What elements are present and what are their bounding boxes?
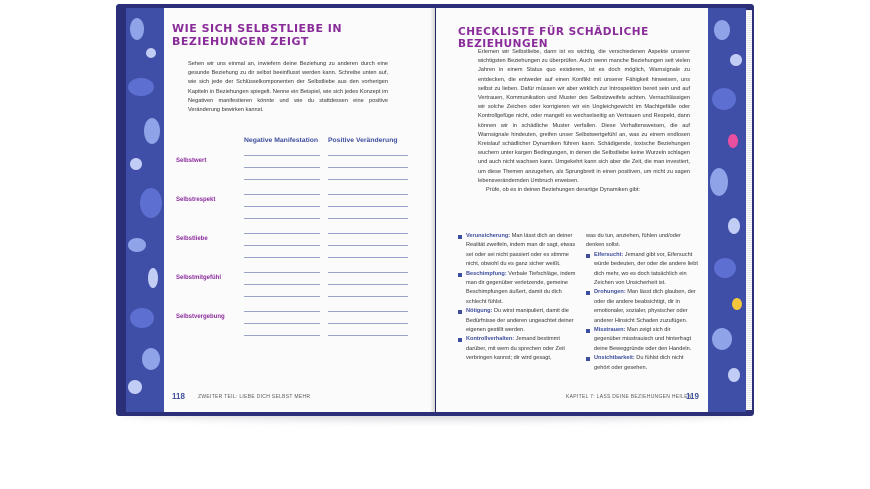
list-item: Kontrollverhalten: Jemand bestimmt darüber, mit wem du sprechen oder Zeit verbringen kannst; dir wird gesagt, bbox=[458, 335, 576, 363]
row-label-selbstwert: Selbstwert bbox=[176, 158, 207, 164]
footer-left: ZWEITER TEIL: LIEBE DICH SELBST MEHR bbox=[198, 394, 311, 400]
left-page bbox=[126, 8, 435, 412]
right-page bbox=[436, 8, 746, 412]
list-item: Drohungen: Man lässt dich glauben, der oder die andere beabsichtigt, dir in emotionaler, sozialer, physischer oder anderer Hinsicht Schaden zuzufügen. bbox=[586, 288, 698, 326]
list-item: Nötigung: Du wirst manipuliert, damit die Bedürfnisse der anderen ungeachtet deiner eigenen gestillt werden. bbox=[458, 307, 576, 335]
list-item: Unsichtbarkeit: Du fühlst dich nicht gehört oder gesehen. bbox=[586, 354, 698, 373]
row-label-selbstliebe: Selbstliebe bbox=[176, 236, 208, 242]
list-item: Beschimpfung: Verbale Tiefschläge, indem man dir gegenüber verletzende, gemeine Beschimpfungen äußert, damit du dich schlecht fühlst. bbox=[458, 270, 576, 308]
page-stack-edge bbox=[746, 10, 752, 410]
list-item: Eifersucht: Jemand gibt vor, Eifersucht würde bedeuten, der oder die andere liebt dich mehr, wo es doch tatsächlich ein Zeichen von Unsicherheit ist. bbox=[586, 251, 698, 289]
column-header-positive: Positive Veränderung bbox=[328, 137, 398, 144]
list-item: was du tun, anziehen, fühlen und/oder denken sollst. bbox=[586, 233, 681, 249]
row-label-selbstrespekt: Selbstrespekt bbox=[176, 197, 216, 203]
row-label-selbstvergebung: Selbstvergebung bbox=[176, 314, 225, 320]
decorative-strip-right bbox=[708, 8, 746, 412]
page-number-right: 119 bbox=[686, 392, 699, 401]
page-heading: WIE SICH SELBSTLIEBE IN BEZIEHUNGEN ZEIGT bbox=[172, 22, 343, 48]
column-header-negative: Negative Manifestation bbox=[244, 137, 319, 144]
decorative-strip-left bbox=[126, 8, 164, 412]
list-item: Verunsicherung: Man lässt dich an deiner Realität zweifeln, indem man dir sagt, etwas sei oder sei nicht passiert oder es stimme nicht, obwohl du es ganz sicher weißt. bbox=[458, 232, 576, 270]
body-text: Erlernen wir Selbstliebe, dann ist es wichtig, die verschiedenen Aspekte unserer wichtigsten Beziehungen zu überprüfen. Auch wenn manche Beziehungen seit vielen Jahren in einem Status quo existieren, ist es doch möglich, Warnsignale zu entdecken, die entweder auf einen Konflikt mit unserer Fähigkeit hinweisen, uns selbst zu lieben. Dafür müssen wir aber wirklich zur Introspektion bereit sein und auf Vertrauen, Kommunikation und Muster des Selbstzweifels achten. Vernachlässigen wir solche Zeichen oder korrigieren wir ein Ungleichgewicht im Machtgefälle oder Kontrollgefüge nicht, oder mangelt es wechselseitig an Vertrauen und Respekt, dann können wir in schädliche Muster verfallen. Diese Verhaltensweisen, die auf Warnsignale hindeuten, greifen unser Selbstwertgefühl an, was zu einem endlosen Kreislauf schädlicher Dynamiken führen kann. Schädigende, toxische Beziehungen wuchern unter kargen Bedingungen, in denen die Selbstliebe keine Wurzeln schlagen und auch nicht wachsen kann. Umgekehrt kann sich aber die Zeit, die man investiert, um diese Themen anzugehen, als Sprungbrett in einen positiven, um nicht zu sagen lebensverändernden Umbruch erweisen. Prüfe, ob es in deinen Beziehungen derartige Dynamiken gibt: bbox=[478, 49, 690, 194]
bullet-list-left bbox=[458, 232, 576, 364]
row-label-selbstmitgefuehl: Selbstmitgefühl bbox=[176, 275, 222, 281]
list-item: Misstrauen: Man zeigt sich dir gegenüber misstrauisch und hinterfragt deine Beweggründe oder den Handeln. bbox=[586, 326, 698, 354]
bullet-list-right bbox=[586, 232, 698, 373]
page-number-left: 118 bbox=[172, 392, 185, 401]
footer-right: KAPITEL 7: LASS DEINE BEZIEHUNGEN HEILEN bbox=[566, 394, 692, 400]
intro-text: Sehen wir uns einmal an, inwiefern deine Beziehung zu anderen durch eine gesunde Beziehung zu dir selbst beeinflusst werden kann. Schreibe unten auf, wie sich jede der Schlüsselkomponenten der Selbstliebe aus den vorherigen Kapiteln in Beziehungen spiegelt. Nenne ein Beispiel, wie sich jedes Konzept im Negativen manifestieren könnte und wie du stattdessen eine positive Veränderung bewirken kannst. bbox=[188, 61, 388, 114]
page-heading: CHECKLISTE FÜR SCHÄDLICHE BEZIEHUNGEN bbox=[458, 26, 649, 50]
